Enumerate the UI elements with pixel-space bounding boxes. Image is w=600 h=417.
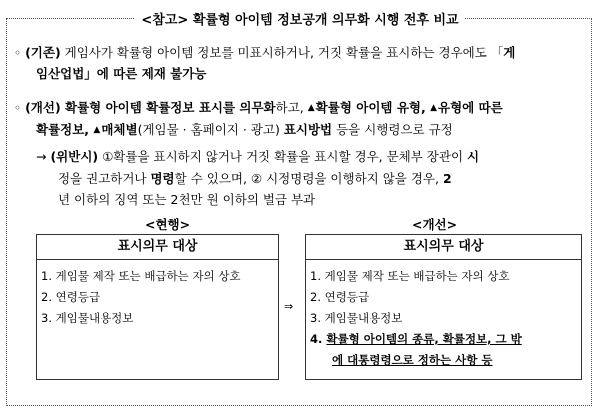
improvement-line2-d: 표시방법 [283, 122, 333, 137]
violation-l2d: 2 [442, 171, 452, 186]
list-item: 1. 게임물 제작 또는 배급하는 자의 상호 [41, 269, 241, 283]
improvement-t1: 확률형 아이템 확률정보 표시를 [60, 100, 240, 115]
violation-line3 [58, 189, 588, 211]
improvement-paragraph [14, 97, 589, 119]
violation-l2b: 명령 [150, 171, 175, 186]
page-title: <참고> 확률형 아이템 정보공개 의무화 시행 전후 비교 [135, 12, 464, 30]
improved-box-body [306, 260, 581, 371]
improvement-t3: 하고, [275, 100, 308, 115]
violation-l2a: 정을 권고하거나 [58, 171, 151, 186]
improvement-t4: 확률형 아이템 유형, [315, 100, 431, 115]
list-item [310, 329, 577, 350]
triangle-icon: ▲ [430, 103, 437, 113]
improvement-t2: 의무화 [239, 100, 276, 115]
violation-l1b: 시 [467, 149, 480, 164]
bullet: ◦ [14, 46, 22, 60]
list-item: 1. 게임물 제작 또는 배급하는 자의 상호 [310, 269, 510, 283]
arrow-icon: → [36, 149, 47, 164]
existing-label: (기존) [25, 45, 61, 60]
item4-line1: 확률형 아이템의 종류, 확률정보, 그 밖 [326, 332, 522, 346]
list-item-continuation [310, 350, 577, 371]
current-box-title: 표시의무 대상 [37, 235, 278, 260]
existing-line2: 임산업법」에 따른 제재 불가능 [36, 66, 207, 81]
violation-l2c: 할 수 있으며, ② 시정명령을 이행하지 않을 경우, [174, 171, 443, 186]
list-item: 3. 게임물내용정보 [310, 311, 403, 325]
improvement-line2-b: 매체별 [101, 122, 138, 137]
list-item: 2. 연령등급 [41, 290, 101, 304]
triangle-icon: ▲ [307, 103, 315, 113]
title-wrap [0, 9, 600, 30]
current-box-body [37, 260, 278, 329]
triangle-icon: ▲ [93, 125, 101, 135]
existing-paragraph [14, 42, 589, 64]
improvement-line2-c: (게임물 · 홈페이지 · 광고) [137, 122, 284, 137]
current-box [36, 234, 279, 380]
bullet: ◦ [14, 101, 22, 115]
improvement-line2-a: 확률정보, [36, 122, 94, 137]
violation-line1 [36, 146, 586, 168]
existing-bold-tail: 게 [503, 45, 516, 60]
improvement-line2-e: 등을 시행령으로 규정 [332, 122, 453, 137]
list-item: 3. 게임물내용정보 [41, 311, 134, 325]
improved-box [305, 234, 582, 380]
list-item: 2. 연령등급 [310, 290, 370, 304]
improved-heading: <개선> [412, 217, 458, 232]
double-arrow-icon: ⇒ [284, 300, 294, 313]
item4-prefix: 4. [310, 332, 327, 346]
improvement-line2 [36, 119, 453, 141]
violation-line2 [58, 168, 588, 190]
violation-l3a: 년 이하의 징역 또는 2천만 원 이하의 벌금 부과 [58, 192, 316, 207]
current-heading: <현행> [145, 217, 191, 232]
improvement-t5: 유형에 따른 [438, 100, 503, 115]
improvement-label: (개선) [25, 100, 61, 115]
existing-text: 게임사가 확률형 아이템 정보를 미표시하거나, 거짓 확률을 표시하는 경우에도 「 [60, 45, 504, 60]
item4-line2: 에 대통령령으로 정하는 사항 등 [332, 353, 493, 367]
improved-box-title: 표시의무 대상 [306, 235, 581, 260]
violation-l1a: ①확률을 표시하지 않거나 거짓 확률을 표시할 경우, 문체부 장관이 [98, 149, 467, 164]
violation-label: (위반시) [50, 149, 99, 164]
